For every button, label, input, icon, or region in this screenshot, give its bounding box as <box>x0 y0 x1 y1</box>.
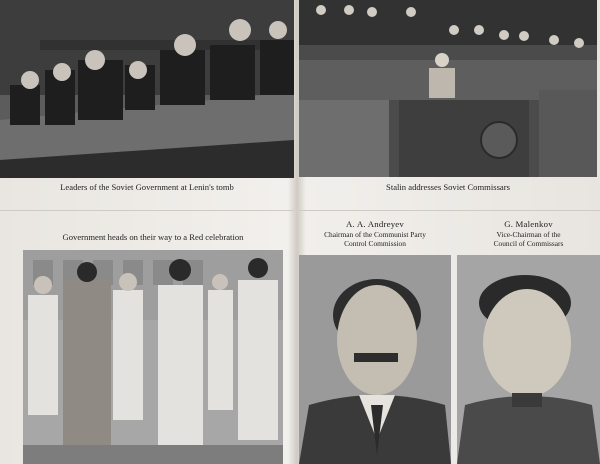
role-malenkov-line2: Council of Commissars <box>493 239 564 248</box>
photo-address-illustration <box>299 0 597 177</box>
portrait-andreyev-illustration <box>299 255 451 464</box>
role-andreyev-line2: Control Commission <box>344 239 406 248</box>
photo-walk-illustration <box>23 250 283 464</box>
photo-tomb-illustration <box>0 0 294 178</box>
caption-government-heads: Government heads on their way to a Red celebration <box>62 232 244 242</box>
caption-stalin-addresses: Stalin addresses Soviet Commissars <box>386 182 510 192</box>
name-andreyev: A. A. Andreyev <box>345 219 405 229</box>
photo-government-heads-walking <box>23 250 283 464</box>
portrait-andreyev <box>299 255 451 464</box>
left-page <box>0 0 297 464</box>
portrait-malenkov <box>457 255 600 464</box>
photo-stalin-addresses <box>299 0 597 177</box>
caption-leaders-at-tomb: Leaders of the Soviet Government at Lenin's tomb <box>60 182 234 192</box>
portrait-malenkov-illustration <box>457 255 600 464</box>
divider <box>0 210 294 211</box>
photo-leaders-at-tomb <box>0 0 294 178</box>
right-page <box>299 0 600 464</box>
divider <box>299 210 600 211</box>
name-malenkov: G. Malenkov <box>504 219 553 229</box>
role-malenkov-line1: Vice-Chairman of the <box>496 230 561 239</box>
role-andreyev-line1: Chairman of the Communist Party <box>324 230 426 239</box>
